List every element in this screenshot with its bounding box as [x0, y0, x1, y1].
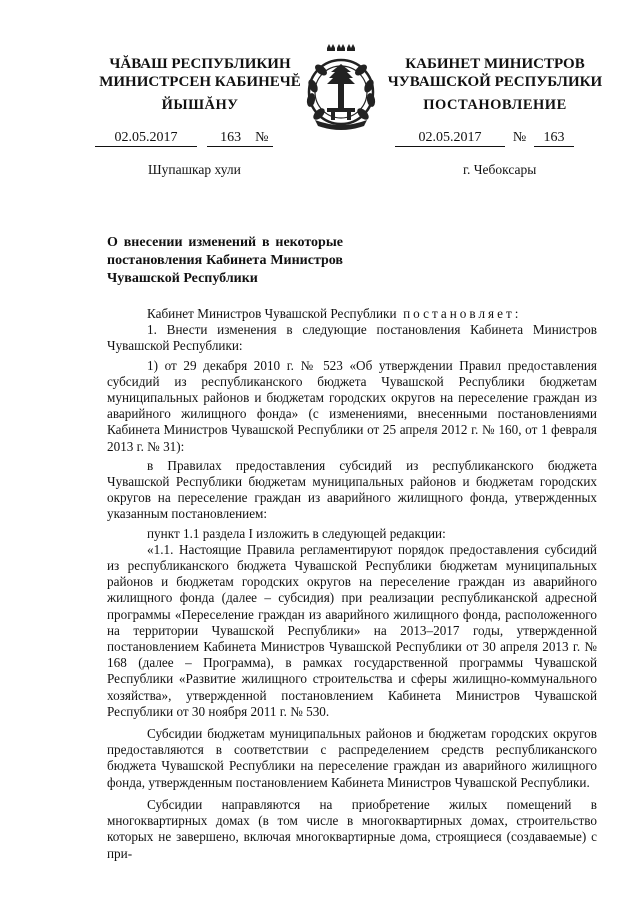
document-body: [107, 306, 597, 865]
chuvash-coat-of-arms-icon: [297, 42, 385, 130]
left-number: 163: [220, 130, 242, 145]
dateline-left: [95, 130, 273, 147]
body-paragraph-5: «1.1. Настоящие Правила регламентируют порядок предоставления субсидий из республиканского бюджета Чувашской Республики бюджетам муниципальных районов и бюджетам городских округов на переселение граждан из аварийного жилищного фонда (далее – субсидия) при реализации республиканской адресной программы «Переселение граждан из аварийного жилищного фонда, расположенного на территории Чувашской Республики» на 2013–2017 годы, утвержденной постановлением Кабинета Министров Чувашской Республики от 30 апреля 2013 г. № 168 (далее – Программа), в рамках государственной программы Чувашской Республики «Развитие жилищного строительства и сферы жилищно-коммунального хозяйства», утвержденной постановлением Кабинета Министров Чувашской Республики от 30 ноября 2011 г. № 530.: [107, 541, 597, 719]
right-number-sign: №: [512, 130, 527, 145]
place-right: г. Чебоксары: [463, 162, 537, 177]
header-left-line1: ЧĂВАШ РЕСПУБЛИКИН: [109, 56, 291, 72]
header-left-block: [95, 55, 305, 91]
header-right-line1: КАБИНЕТ МИНИСТРОВ: [405, 56, 585, 72]
left-number-sign: №: [255, 130, 269, 145]
header-left-line2: МИНИСТРСЕН КАБИНЕЧĔ: [99, 74, 301, 90]
place-left: Шупашкар хули: [148, 162, 241, 177]
header-left-title: ЙЫШĂНУ: [161, 97, 239, 113]
body-paragraph-4: пункт 1.1 раздела I изложить в следующей редакции:: [147, 525, 446, 541]
body-intro-verb: постановляет:: [403, 306, 522, 321]
dateline-right: [395, 130, 574, 147]
header-right-line2: ЧУВАШСКОЙ РЕСПУБЛИКИ: [387, 74, 603, 90]
body-paragraph-3: в Правилах предоставления субсидий из республиканского бюджета Чувашской Республики бюджетам муниципальных районов и бюджетам городских округов на переселение граждан из аварийного жилищного фонда, утвержденных указанным постановлением:: [107, 457, 597, 522]
body-paragraph-2: 1) от 29 декабря 2010 г. № 523 «Об утверждении Правил предоставления субсидий из республиканского бюджета Чувашской Республики бюджетам муниципальных районов и бюджетам городских округов на переселение граждан из аварийного жилищного фонда» (с изменениями, внесенными постановлениями Кабинета Министров Чувашской Республики от 25 апреля 2012 г. № 160, от 1 февраля 2013 г. № 31):: [107, 357, 597, 454]
left-date: 02.05.2017: [95, 130, 197, 147]
body-intro: Кабинет Министров Чувашской Республики постановляет:: [147, 306, 522, 321]
header-right-block: [380, 55, 610, 91]
right-number: 163: [534, 130, 574, 147]
body-paragraph-1: 1. Внести изменения в следующие постановления Кабинета Министров Чувашской Республики:: [107, 322, 597, 354]
body-paragraph-7: Субсидии направляются на приобретение жилых помещений в многоквартирных домах (в том числе в многоквартирных домах, строительство которых не завершено, включая многоквартирные дома, строящиеся (создаваемые) с при-: [107, 796, 597, 861]
right-date: 02.05.2017: [395, 130, 505, 147]
body-paragraph-6: Субсидии бюджетам муниципальных районов и бюджетам городских округов предоставляются в соответствии с распределением средств республиканского бюджета Чувашской Республики на переселение граждан из аварийного жилищного фонда, утвержденным постановлением Кабинета Министров Чувашской Республики.: [107, 726, 597, 790]
header-right-title: ПОСТАНОВЛЕНИЕ: [423, 97, 567, 113]
document-subject: О внесении изменений в некоторые постановления Кабинета Министров Чувашской Республики: [107, 235, 343, 286]
